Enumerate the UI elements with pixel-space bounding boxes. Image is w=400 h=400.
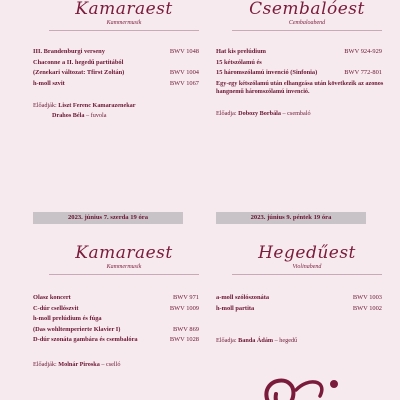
program-item: a-moll szólószonáta BWV 1003 — [216, 294, 382, 301]
program-item: h-moll szvit BWV 1067 — [33, 79, 199, 87]
performers: Előadják: Liszt Ferenc Kamarazenekar Drahos Béla – fuvola — [33, 102, 136, 119]
program-note: Egy-egy kétszólamú után elhangzása után következik az azonos hangnemű háromszólamú invenció. — [216, 79, 384, 95]
performers: Előadják: Molnár Piroska – cselló — [33, 360, 121, 368]
concert-subtitle: Kammermusik — [106, 20, 142, 26]
concert-kamaraest-2 — [33, 212, 215, 370]
concert-title: Csembalóest — [249, 0, 365, 19]
program-list — [216, 47, 398, 97]
date-bar-left: 2023. június 7. szerda 19 óra — [33, 212, 183, 224]
program-item: (Das wohltemperierte Klavier I) BWV 869 — [33, 325, 199, 333]
divider — [232, 30, 382, 31]
concert-kamaraest-1 — [33, 0, 215, 121]
concert-subtitle: Cembaloabend — [288, 20, 326, 26]
concert-subtitle: Kammermusik — [106, 264, 142, 270]
divider — [49, 30, 199, 31]
program-item: (Zenekari változat: Tfirst Zoltán) BWV 1004 — [33, 69, 199, 76]
program-item: Olasz koncert BWV 971 — [33, 294, 199, 301]
decorative-logo-icon — [238, 372, 348, 400]
program-item: Chaconne a II. hegedű partitából — [33, 58, 124, 66]
program-item: h-moll partita BWV 1002 — [216, 304, 382, 312]
concert-title: Kamaraest — [75, 243, 173, 263]
program-item: D-dúr szonáta gambára és csembalóra BWV 1028 — [33, 336, 199, 343]
program-item: C-dúr csellószvit BWV 1009 — [33, 304, 199, 312]
concert-subtitle: Violinabend — [292, 264, 322, 270]
concert-title: Hegedűest — [258, 243, 356, 263]
program-item: III. Brandenburgi verseny BWV 1048 — [33, 48, 199, 55]
performers: Előadja: Dobozy Borbála – csembaló — [216, 109, 311, 117]
program-item: h-moll prelúdium és fúga — [33, 315, 102, 322]
divider — [232, 274, 382, 275]
program-item: 15 háromszólamú invenció (Sinfonia) BWV 772-801 — [216, 69, 382, 76]
performers: Előadja: Banda Ádám – hegedű — [216, 337, 298, 344]
program-item: Hat kis prelúdium BWV 924-929 — [216, 48, 382, 55]
concert-hegeduest — [216, 212, 398, 346]
divider — [49, 274, 199, 275]
program-list — [33, 293, 215, 346]
program-list — [216, 293, 398, 314]
program-list — [33, 47, 215, 89]
concert-csembaloest — [216, 0, 398, 119]
program-item: 15 kétszólamú és — [216, 58, 262, 66]
concert-title: Kamaraest — [75, 0, 173, 19]
date-bar-right: 2023. június 9. péntek 19 óra — [216, 212, 366, 224]
